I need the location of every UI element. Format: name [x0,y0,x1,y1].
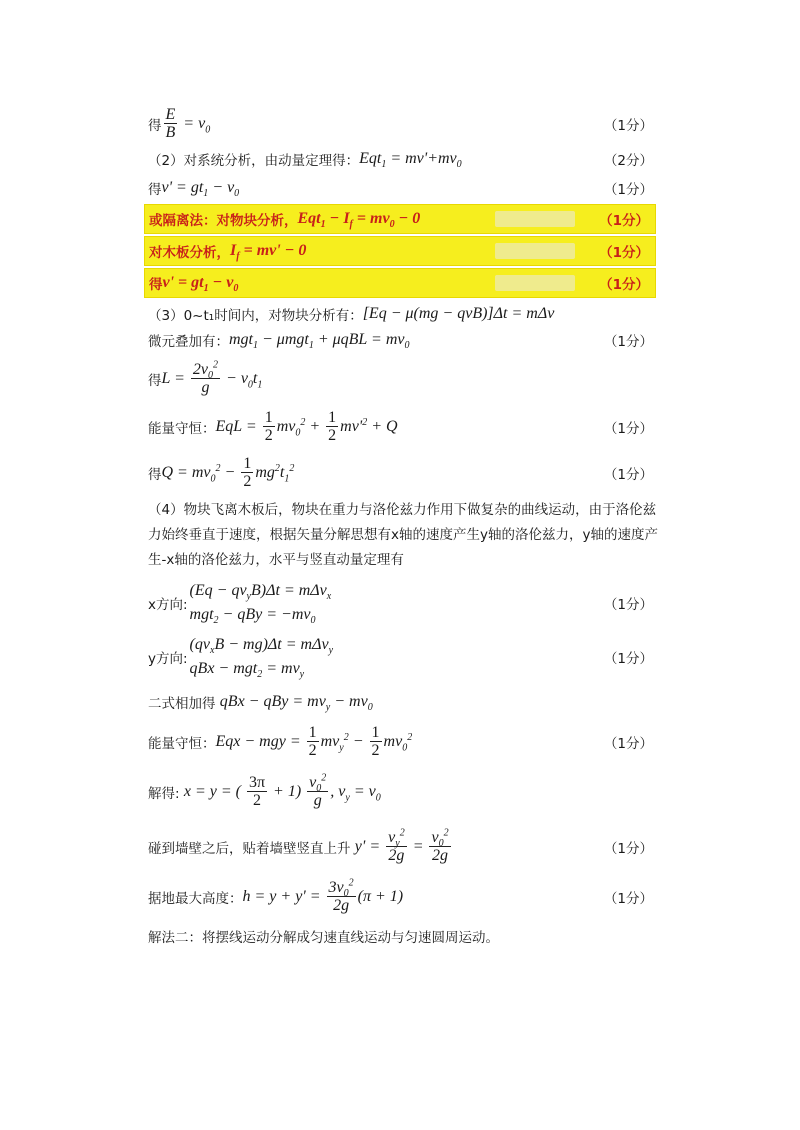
answer-line-10 [148,406,653,448]
line-prefix: 得 [149,277,163,293]
score-mark: （1分） [599,213,649,229]
answer-line-1 [148,104,653,144]
score-mark: （1分） [603,182,653,198]
formula-e-over-b: $\frac{E}{B}$ = $v_0$ [165,105,211,142]
answer-line-14 [148,688,653,716]
score-mark: （1分） [603,597,653,613]
part-4-paragraph: （4）物块飞离木板后，物块在重力与洛伦兹力作用下做复杂的曲线运动，由于洛伦兹力始终垂直于速度，根据矢量分解思想有x轴的速度产生y轴的洛伦兹力，y轴的速度产生-x轴的洛伦兹力，水平与竖直动量定理有 [148,502,658,568]
highlighted-line-1 [144,204,656,234]
line-text: 碰到墙壁之后，贴着墙壁竖直上升 [148,841,355,857]
line-prefix: 得 [148,467,162,483]
line-text: 解得: [148,786,184,802]
answer-line-7 [148,300,653,328]
line-text: 对木板分析， [149,245,230,261]
line-text: 能量守恒： [148,421,216,437]
answer-line-8 [148,326,653,354]
line-prefix: 得 [148,182,162,198]
formula-max-height: h = y + y' = $\frac{3v_0^2}{2g}$ (π + 1) [242,877,404,915]
answer-line-15 [148,720,653,764]
line-text: 二式相加得 [148,696,220,712]
line-text: （3）0~t₁时间内，对物块分析有： [148,308,363,324]
score-mark: （1分） [603,334,653,350]
formula-v-prime: $v' = gt_1 - v_0$ [161,179,240,200]
score-mark: （1分） [603,651,653,667]
answer-line-16 [148,770,653,814]
score-mark: （1分） [603,421,653,437]
formula-length: L = $\frac{2v_0^2}{g}$ − $v_0t_1$ [161,359,263,397]
highlighted-line-3 [144,268,656,298]
formula-micro-element: [Eq − μ(mg − qvB)]Δt = mΔv [362,305,555,322]
line-text: y方向: [148,651,188,667]
formula-board-impulse: $I_f = mv' - 0$ [230,242,307,263]
answer-line-11 [148,452,653,494]
score-mark: （1分） [599,245,649,261]
faded-stamp [495,211,575,227]
score-mark: （2分） [603,153,653,169]
answer-line-3 [148,174,653,202]
answer-line-9 [148,356,653,402]
formula-sum: qBx − qBy = $mv_y - mv_0$ [219,693,373,714]
line-text: 解法二：将摆线运动分解成匀速直线运动与匀速圆周运动。 [148,930,499,946]
faded-stamp [495,275,575,291]
formula-momentum-system: $Eqt_1 = mv'+mv_0$ [359,150,462,171]
formula-heat: $Q = mv_0^2$ − $\frac{1}{2}$ $mg^2t_1^2$ [161,454,295,491]
answer-line-2 [148,145,653,173]
formula-x-system: $(Eq - qv_yB)\Delta t = m\Delta v_x$ mgt$_2$ − qBy = $-mv_0$ [189,582,332,627]
answer-line-19 [148,922,653,950]
score-mark: （1分） [603,118,653,134]
formula-block-impulse: $Eqt_1 - I_f = mv_0 - 0$ [297,210,421,231]
formula-summation: $mgt_1 - \mu mgt_1 + \mu qBL = mv_0$ [229,331,410,352]
line-text: 微元叠加有： [148,334,229,350]
score-mark: （1分） [603,736,653,752]
line-prefix: 得 [148,118,162,134]
line-text: 据地最大高度： [148,891,243,907]
score-mark: （1分） [603,841,653,857]
line-text: （2）对系统分析，由动量定理得： [148,153,360,169]
formula-energy-1: EqL = $\frac{1}{2}$ $mv_0^2$ + $\frac{1}{2}$ $mv'^2 + Q$ [215,408,398,445]
answer-line-17 [148,824,653,870]
line-text: x方向: [148,597,188,613]
formula-rise: y' = $\frac{v_y^2}{2g}$ = $\frac{v_0^2}{2g}$ [354,827,449,865]
formula-solution: x = y = ( $\frac{3\pi}{2}$ + 1) $\frac{v_0^2}{g}$ , $v_y = v_0$ [183,772,381,810]
formula-v-prime-result: $v' = gt_1 - v_0$ [162,274,239,295]
answer-line-18 [148,874,653,920]
line-prefix: 得 [148,373,162,389]
score-mark: （1分） [603,467,653,483]
highlighted-line-2 [144,236,656,266]
line-text: 或隔离法：对物块分析， [149,213,298,229]
line-text: 能量守恒： [148,736,216,752]
score-mark: （1分） [599,277,649,293]
formula-energy-2: Eqx − mgy = $\frac{1}{2}$ $mv_y^2$ − $\frac{1}{2}$ $mv_0^2$ [215,723,413,760]
score-mark: （1分） [603,891,653,907]
faded-stamp [495,243,575,259]
answer-line-x-direction [148,576,653,630]
formula-y-system: $(qv_xB - mg)\Delta t = m\Delta v_y$ qBx − $mgt_2 = mv_y$ [189,636,334,681]
answer-line-y-direction [148,630,653,684]
